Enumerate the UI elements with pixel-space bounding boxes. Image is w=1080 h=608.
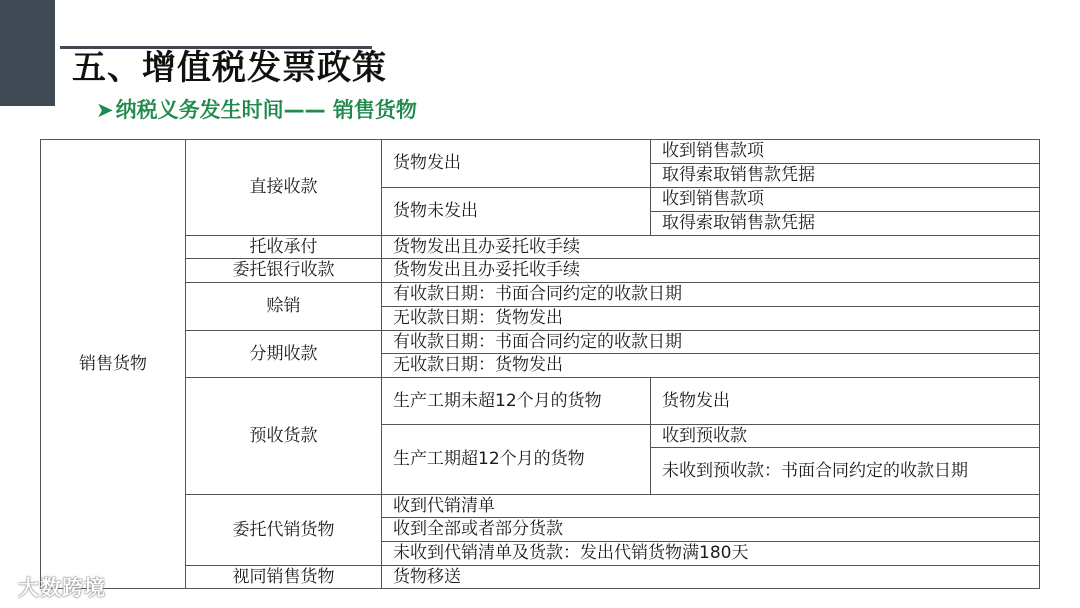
corner-decoration: [0, 0, 55, 106]
timing-cell: 未收到预收款：书面合同约定的收款日期: [651, 448, 1040, 495]
category-cell: 销售货物: [41, 140, 186, 589]
method-consignment: 委托代销货物: [186, 495, 382, 566]
timing-cell: 收到销售款项: [651, 188, 1040, 212]
condition-short-cycle: 生产工期未超12个月的货物: [382, 378, 651, 425]
timing-cell: 取得索取销售款凭据: [651, 212, 1040, 236]
timing-cell: 收到代销清单: [382, 495, 1040, 518]
method-installment: 分期收款: [186, 331, 382, 378]
page-title: 五、增值税发票政策: [72, 48, 387, 88]
method-deemed: 视同销售货物: [186, 566, 382, 589]
method-prepaid: 预收货款: [186, 378, 382, 495]
table-row: [41, 140, 1040, 164]
condition-shipped: 货物发出: [382, 140, 651, 188]
timing-cell: 取得索取销售款凭据: [651, 164, 1040, 188]
policy-table: [40, 139, 1040, 589]
timing-cell: 无收款日期：货物发出: [382, 307, 1040, 331]
table-row: [41, 331, 1040, 354]
condition-unshipped: 货物未发出: [382, 188, 651, 236]
condition-long-cycle: 生产工期超12个月的货物: [382, 425, 651, 495]
subtitle: [96, 96, 417, 124]
timing-cell: 货物发出: [651, 378, 1040, 425]
timing-cell: 有收款日期：书面合同约定的收款日期: [382, 331, 1040, 354]
table-row: [41, 566, 1040, 589]
table-row: [41, 378, 1040, 425]
watermark: 大数跨境: [18, 576, 106, 600]
subtitle-text: 纳税义务发生时间—— 销售货物: [115, 98, 417, 122]
timing-cell: 未收到代销清单及货款：发出代销货物满180天: [382, 542, 1040, 566]
timing-cell: 无收款日期：货物发出: [382, 354, 1040, 378]
method-direct: 直接收款: [186, 140, 382, 236]
timing-cell: 货物发出且办妥托收手续: [382, 259, 1040, 283]
timing-cell: 收到全部或者部分货款: [382, 518, 1040, 542]
timing-cell: 货物移送: [382, 566, 1040, 589]
table-row: [41, 283, 1040, 307]
arrow-icon: ➤: [96, 98, 114, 122]
method-credit: 赊销: [186, 283, 382, 331]
timing-cell: 收到销售款项: [651, 140, 1040, 164]
table-row: [41, 259, 1040, 283]
timing-cell: 货物发出且办妥托收手续: [382, 236, 1040, 259]
table-row: [41, 236, 1040, 259]
table-row: [41, 495, 1040, 518]
timing-cell: 收到预收款: [651, 425, 1040, 448]
method-bank-collect: 委托银行收款: [186, 259, 382, 283]
timing-cell: 有收款日期：书面合同约定的收款日期: [382, 283, 1040, 307]
method-consign-collect: 托收承付: [186, 236, 382, 259]
